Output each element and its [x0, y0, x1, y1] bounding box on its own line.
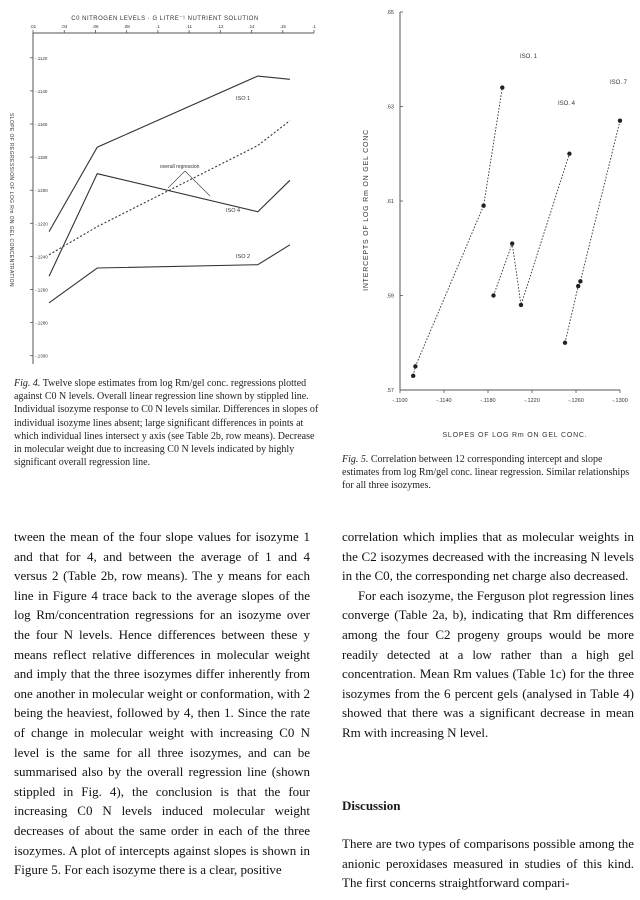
fig5-label-iso7: ISO. 7: [610, 80, 628, 86]
fig4-x-tick-label: .14: [248, 24, 255, 29]
fig4-series: [49, 76, 290, 303]
figure-5-scatter-chart: [320, 0, 640, 450]
fig5-y-tick-label: .57: [386, 388, 394, 394]
fig5-point-0-3: [500, 85, 504, 89]
fig5-series-line-1: [494, 154, 570, 305]
fig5-x-tick-label: -.1140: [436, 398, 452, 404]
figure-5-caption: [342, 453, 634, 493]
fig4-overall-pointer-a: [185, 171, 210, 196]
right-paragraph-1: correlation which implies that as molecular weights in the C2 isozymes decreased with the increasing N levels in the C0, the corresponding net charge also decreased.: [342, 529, 634, 584]
fig4-y-tick-label: -.1280: [35, 320, 48, 326]
fig5-y-ticks: [386, 10, 403, 394]
fig5-point-2-2: [578, 279, 582, 283]
fig4-x-tick-label: .11: [186, 24, 193, 29]
fig5-series: [411, 85, 622, 378]
figure-4-caption: [14, 377, 320, 469]
fig4-y-tick-label: -.1300: [35, 353, 48, 359]
fig5-x-tick-label: -.1300: [612, 398, 628, 404]
fig5-y-tick-label: .63: [386, 104, 394, 111]
fig5-y-axis-title: INTERCEPTS OF LOG Rm ON GEL CONC: [363, 129, 370, 291]
fig4-caption-text: Twelve slope estimates from log Rm/gel conc. regressions plotted against C0 N levels. Overall linear regression line shown by stippled line. Individual isozyme response to C0 N levels similar. Differences in slopes of individual isozyme lines absent; large significant differences in points at which individual lines intersect y axis (see Table 2b, row means). Decrease in molecular weight due to increasing C0 N levels indicated by highly significant overall regression line.: [14, 378, 319, 469]
fig5-point-0-0: [411, 374, 415, 378]
fig4-x-tick-label: .06: [92, 24, 99, 29]
figure-4-line-chart: [0, 0, 320, 372]
fig5-point-1-0: [491, 293, 495, 297]
fig4-x-ticks: [30, 24, 317, 33]
left-column: [14, 527, 310, 880]
fig4-series-line-3: [49, 121, 290, 255]
fig4-series-line-0: [49, 76, 290, 232]
fig5-x-tick-label: -.1180: [480, 398, 496, 404]
fig4-x-tick-label: .01: [29, 24, 37, 29]
fig4-x-tick-label: .12: [217, 24, 224, 29]
right-paragraph-3: There are two types of comparisons possible among the anionic peroxidases measured in studies of this kind. The first concerns straightforward compari-: [342, 836, 634, 891]
fig5-y-tick-label: .61: [386, 199, 394, 205]
fig5-x-tick-label: -.1100: [392, 398, 408, 404]
fig4-x-tick-label: .15: [279, 24, 286, 29]
fig5-x-tick-label: -.1220: [524, 398, 540, 404]
fig5-point-2-0: [563, 341, 567, 345]
fig4-series-line-1: [49, 174, 290, 277]
fig5-series-line-0: [413, 88, 502, 376]
fig5-point-1-2: [519, 303, 523, 307]
right-paragraph-2: For each isozyme, the Ferguson plot regression lines converge (Table 2a, b), indicating that Rm differences among the four C2 progeny groups would be more readily detected at a low rather than a high gel concentration. Mean Rm values (Table 1c) for the three isozymes from the 6 percent gels (analysed in Table 4) showed that there was a significant decrease in mean Rm with increasing N level.: [342, 587, 634, 740]
left-paragraph: tween the mean of the four slope values for isozyme 1 and that for 4, and between the average of 1 and 4 versus 2 (Table 2b, row means). The y means for each line in Figure 4 trace back to the average slopes of the log Rm/concentration regressions for an isozyme over the four N levels. Hence differences between these y means reflect relative differences in molecular weight and imply that the three isozymes differ inherently from one another in molecular weight or conformation, with 2 being the heaviest, followed by 4, then 1. Since the rate of change in molecular weight with increasing C0 N level is the same for all three isozymes, and can be summarised also by the overall regression line (shown stippled in Fig. 4), the conclusion is that the four increasing C0 N levels induced molecular weight decreases of about the same order in each of the three isozymes. A plot of intercepts against slopes is shown in Figure 5. For each isozyme there is a clear, positive: [14, 529, 310, 878]
fig4-x-tick-label: .1: [156, 24, 160, 29]
fig4-label-iso1: ISO 1: [236, 96, 251, 102]
fig5-point-2-3: [618, 118, 622, 122]
fig4-y-tick-label: -.1140: [35, 88, 48, 94]
fig4-top-title: C0 NITROGEN LEVELS · G LITRE⁻¹ NUTRIENT SOLUTION: [71, 16, 259, 22]
fig4-label-iso4: ISO 4: [226, 208, 241, 214]
fig4-y-tick-label: -.1180: [35, 155, 48, 161]
right-column: [342, 527, 634, 743]
fig4-y-tick-label: -.1220: [35, 221, 48, 227]
fig5-point-0-1: [413, 364, 417, 368]
fig4-y-tick-label: -.1260: [35, 287, 48, 293]
fig4-label-overall: overall regression: [160, 164, 200, 170]
fig4-y-tick-label: -.1120: [35, 55, 48, 61]
right-column-lower: [342, 834, 634, 893]
fig5-point-1-1: [510, 241, 514, 245]
discussion-heading: Discussion: [342, 798, 401, 813]
fig5-caption-lead: Fig. 5.: [342, 454, 369, 465]
fig5-point-2-1: [576, 284, 580, 288]
fig5-label-iso1: ISO. 1: [520, 54, 538, 60]
fig5-point-0-2: [481, 204, 485, 208]
fig5-x-ticks: [392, 390, 627, 404]
fig4-y-tick-label: -.1160: [35, 122, 48, 128]
fig4-y-tick-label: -.1240: [35, 254, 48, 260]
fig4-label-iso2: ISO 2: [236, 254, 251, 260]
fig4-overall-pointer-b: [168, 171, 185, 188]
fig5-series-line-2: [565, 121, 620, 343]
fig4-x-tick-label: .1: [312, 24, 316, 29]
fig5-point-1-3: [567, 152, 571, 156]
fig5-x-axis-title: SLOPES OF LOG Rm ON GEL CONC.: [442, 432, 588, 439]
fig5-x-tick-label: -.1260: [568, 398, 584, 404]
fig4-caption-lead: Fig. 4.: [14, 378, 41, 389]
fig4-series-line-2: [49, 245, 290, 303]
fig4-y-axis-title: SLOPE OF REGRESSION OF LOG Rm ON GEL CONCENTRATION: [8, 113, 14, 287]
fig4-y-tick-label: -.1200: [35, 188, 48, 194]
fig5-label-iso4: ISO. 4: [558, 101, 576, 107]
fig4-x-tick-label: .08: [123, 24, 130, 29]
fig5-y-tick-label: .59: [386, 293, 394, 300]
fig5-y-tick-label: .65: [386, 10, 394, 16]
fig4-x-tick-label: .04: [61, 24, 68, 29]
fig5-caption-text: Correlation between 12 corresponding intercept and slope estimates from log Rm/gel conc. linear regression. Similar relationships for all three isozymes.: [342, 454, 630, 492]
